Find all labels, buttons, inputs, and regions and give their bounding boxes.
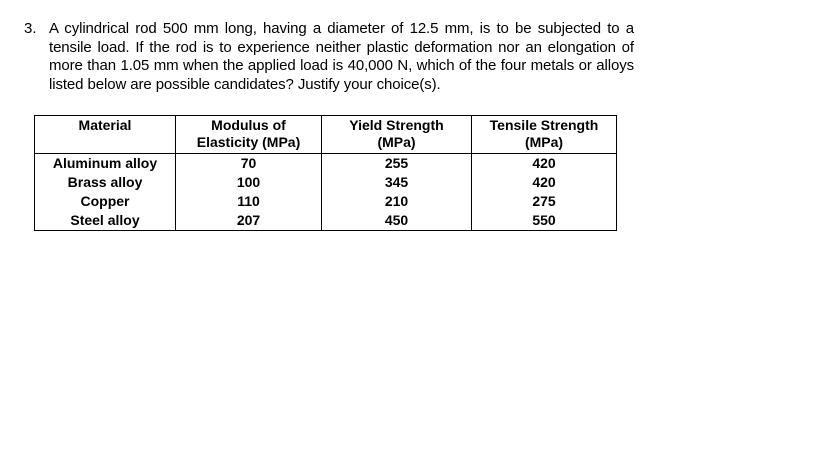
problem-statement [24, 20, 634, 94]
header-modulus-line1: Modulus of [211, 117, 286, 133]
header-yield-line2: (MPa) [377, 134, 416, 150]
cell-modulus: 207 [176, 211, 322, 231]
cell-modulus: 110 [176, 192, 322, 211]
header-modulus [176, 116, 322, 154]
cell-tensile: 275 [472, 192, 617, 211]
table-row [35, 173, 617, 192]
cell-tensile: 420 [472, 154, 617, 174]
table-row [35, 211, 617, 231]
header-tensile-line1: Tensile Strength [489, 117, 599, 133]
header-yield [322, 116, 472, 154]
cell-modulus: 70 [176, 154, 322, 174]
cell-yield: 345 [322, 173, 472, 192]
materials-table [34, 115, 617, 231]
header-tensile [472, 116, 617, 154]
cell-material: Steel alloy [35, 211, 176, 231]
cell-yield: 210 [322, 192, 472, 211]
header-modulus-line2: Elasticity (MPa) [196, 134, 301, 150]
cell-material: Brass alloy [35, 173, 176, 192]
header-material [35, 116, 176, 154]
table-row [35, 192, 617, 211]
header-material-line1: Material [78, 117, 132, 133]
cell-yield: 255 [322, 154, 472, 174]
cell-tensile: 420 [472, 173, 617, 192]
cell-modulus: 100 [176, 173, 322, 192]
header-tensile-line2: (MPa) [524, 134, 564, 150]
problem-text: A cylindrical rod 500 mm long, having a diameter of 12.5 mm, is to be subjected to a tensile load. If the rod is to experience neither plastic deformation nor an elongation of more than 1.05 mm when the applied load is 40,000 N, which of the four metals or alloys listed below are possible candidates? Justify your choice(s). [49, 20, 634, 93]
table-header-row [35, 116, 617, 154]
cell-material: Aluminum alloy [35, 154, 176, 174]
cell-tensile: 550 [472, 211, 617, 231]
table-row [35, 154, 617, 174]
cell-yield: 450 [322, 211, 472, 231]
problem-number: 3. [24, 20, 37, 37]
cell-material: Copper [35, 192, 176, 211]
header-yield-line1: Yield Strength [349, 117, 444, 133]
